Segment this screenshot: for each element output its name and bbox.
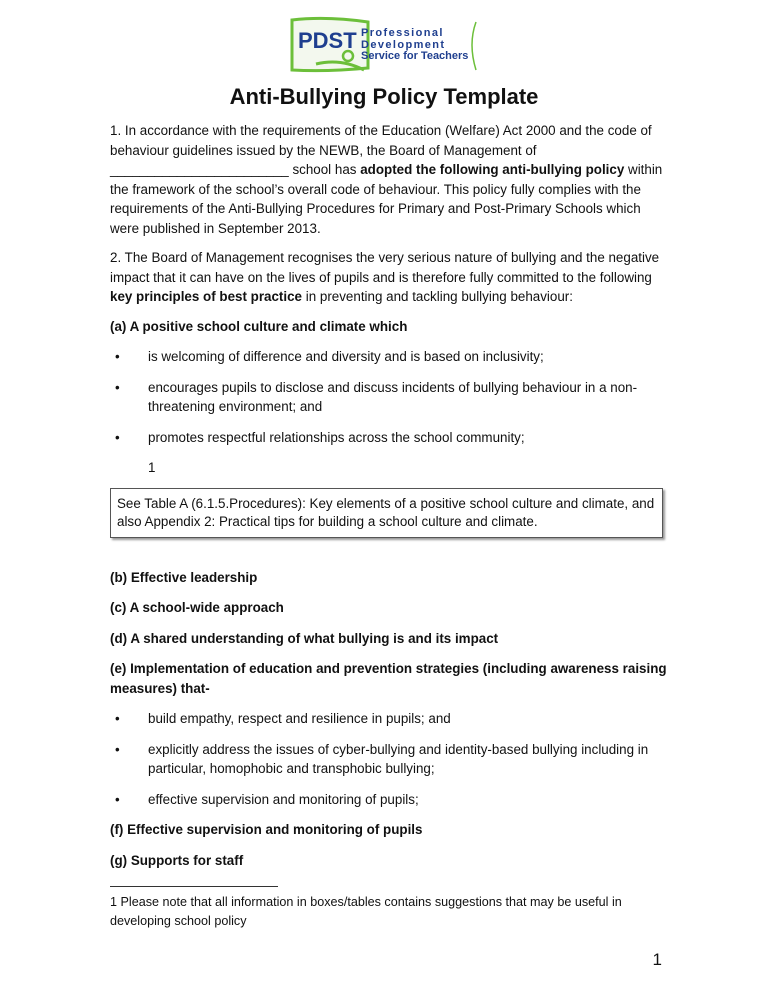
footnote: 1 Please note that all information in boxes/tables contains suggestions that may be useful in developing school policy xyxy=(110,895,622,928)
paragraph-2: 2. The Board of Management recognises the very serious nature of bullying and the negative impact that it can have on the lives of pupils and is therefore fully committed to the following key principles of best practice in preventing and tackling bullying behaviour: xyxy=(110,250,660,304)
heading-e: (e) Implementation of education and prevention strategies (including awareness raising measures) that- xyxy=(110,661,667,696)
heading-d: (d) A shared understanding of what bullying is and its impact xyxy=(110,630,499,646)
logo-text: Professional Development Service for Teachers xyxy=(361,27,469,62)
heading-c: (c) A school-wide approach xyxy=(110,600,284,615)
suggestion-box: See Table A (6.1.5.Procedures): Key elements of a positive school culture and climate, and also Appendix 2: Practical tips for building a school culture and climate. xyxy=(110,488,663,538)
heading-b: (b) Effective leadership xyxy=(110,569,258,585)
page-title: Anti-Bullying Policy Template xyxy=(229,84,539,109)
heading-f: (f) Effective supervision and monitoring of pupils xyxy=(110,822,423,837)
list-item: • is welcoming of difference and diversity and is based on inclusivity; xyxy=(115,349,544,364)
footnote-divider xyxy=(110,886,278,887)
list-item: • promotes respectful relationships across the school community; xyxy=(115,429,525,445)
heading-a: (a) A positive school culture and climate which xyxy=(110,318,408,334)
svg-text:PDST: PDST xyxy=(298,28,357,53)
list-item: • effective supervision and monitoring of pupils; xyxy=(115,791,419,807)
page-number: 1 xyxy=(652,950,662,969)
footnote-reference: 1 xyxy=(148,460,156,475)
pdst-logo xyxy=(286,14,486,76)
heading-g: (g) Supports for staff xyxy=(110,852,244,868)
document-body xyxy=(110,121,670,991)
paragraph-1: 1. In accordance with the requirements of the Education (Welfare) Act 2000 and the code of behaviour guidelines issued by the NEWB, the Board of Management of ________________________ school has adopted the following anti-bullying policy within the framework of the school’s overall code of behaviour. This policy fully complies with the requirements of the Anti-Bullying Procedures for Primary and Post-Primary Schools which were published in September 2013. xyxy=(110,123,663,236)
list-item: • encourages pupils to disclose and discuss incidents of bullying behaviour in a non-threatening environment; and xyxy=(115,379,638,414)
list-item: • build empathy, respect and resilience in pupils; and xyxy=(115,711,451,726)
list-item: • explicitly address the issues of cyber-bullying and identity-based bullying including in particular, homophobic and transphobic bullying; xyxy=(115,741,649,776)
